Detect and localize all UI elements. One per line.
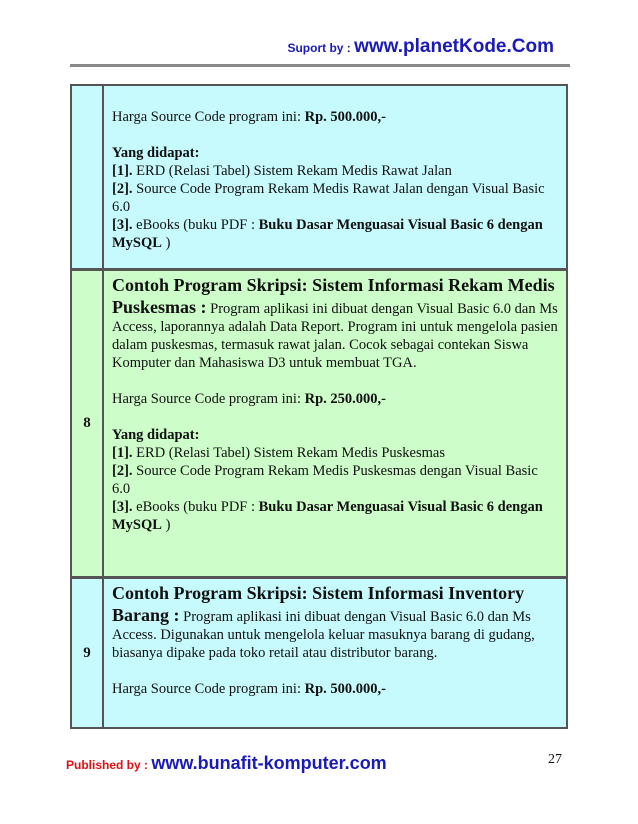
- price-value: Rp. 500.000,-: [304, 109, 386, 125]
- page-number: 27: [548, 752, 562, 767]
- row-content: [104, 271, 568, 576]
- row-content: [104, 579, 568, 727]
- list-item: [3]. eBooks (buku PDF : Buku Dasar Menguasai Visual Basic 6 dengan MySQL ): [112, 217, 543, 251]
- price-value: Rp. 500.000,-: [304, 681, 386, 697]
- product-description: Contoh Program Skripsi: Sistem Informasi Inventory Barang : Program aplikasi ini dibuat dengan Visual Basic 6.0 dan Ms Access. Digunakan untuk mengelola keluar masuknya barang di gudang, biasanya dipake pada toko retail atau distributor barang.: [112, 583, 535, 661]
- row-number: 9: [70, 579, 104, 727]
- page-footer: [66, 753, 387, 774]
- yang-didapat-label: Yang didapat:: [112, 427, 200, 443]
- price-label: Harga Source Code program ini:: [112, 391, 305, 407]
- page-header: [0, 36, 554, 58]
- price-value: Rp. 250.000,-: [304, 391, 386, 407]
- price-line: [112, 108, 558, 126]
- product-title: Contoh Program Skripsi: Sistem Informasi Inventory Barang :: [112, 583, 525, 625]
- header-label: Suport by :: [287, 41, 355, 55]
- row-content: [104, 86, 568, 268]
- table-row: [70, 86, 568, 271]
- price-line: [112, 680, 558, 698]
- list-item: [1]. ERD (Relasi Tabel) Sistem Rekam Medis Puskesmas: [112, 445, 445, 461]
- list-item: [2]. Source Code Program Rekam Medis Puskesmas dengan Visual Basic 6.0: [112, 463, 538, 497]
- row-number: [70, 86, 104, 268]
- price-label: Harga Source Code program ini:: [112, 109, 305, 125]
- list-item: [2]. Source Code Program Rekam Medis Rawat Jalan dengan Visual Basic 6.0: [112, 181, 545, 215]
- row-number: 8: [70, 271, 104, 576]
- price-label: Harga Source Code program ini:: [112, 681, 305, 697]
- list-item: [1]. ERD (Relasi Tabel) Sistem Rekam Medis Rawat Jalan: [112, 163, 452, 179]
- product-description: Contoh Program Skripsi: Sistem Informasi Rekam Medis Puskesmas : Program aplikasi ini dibuat dengan Visual Basic 6.0 dan Ms Access, laporannya adalah Data Report. Program ini untuk mengelola pasien dalam puskesmas, termasuk rawat jalan. Cocok sebagai contekan Siswa Komputer dan Mahasiswa D3 untuk membuat TGA.: [112, 275, 558, 371]
- header-url[interactable]: www.planetKode.Com: [354, 36, 554, 57]
- product-title: Contoh Program Skripsi: Sistem Informasi Rekam Medis Puskesmas :: [112, 275, 555, 317]
- list-item: [3]. eBooks (buku PDF : Buku Dasar Menguasai Visual Basic 6 dengan MySQL ): [112, 499, 543, 533]
- table-row: [70, 271, 568, 579]
- product-table: [70, 84, 568, 729]
- yang-didapat-label: Yang didapat:: [112, 145, 200, 161]
- footer-label: Published by :: [66, 758, 152, 772]
- price-line: [112, 390, 558, 408]
- header-divider: [70, 64, 570, 67]
- footer-url[interactable]: www.bunafit-komputer.com: [151, 753, 387, 773]
- table-row: [70, 579, 568, 727]
